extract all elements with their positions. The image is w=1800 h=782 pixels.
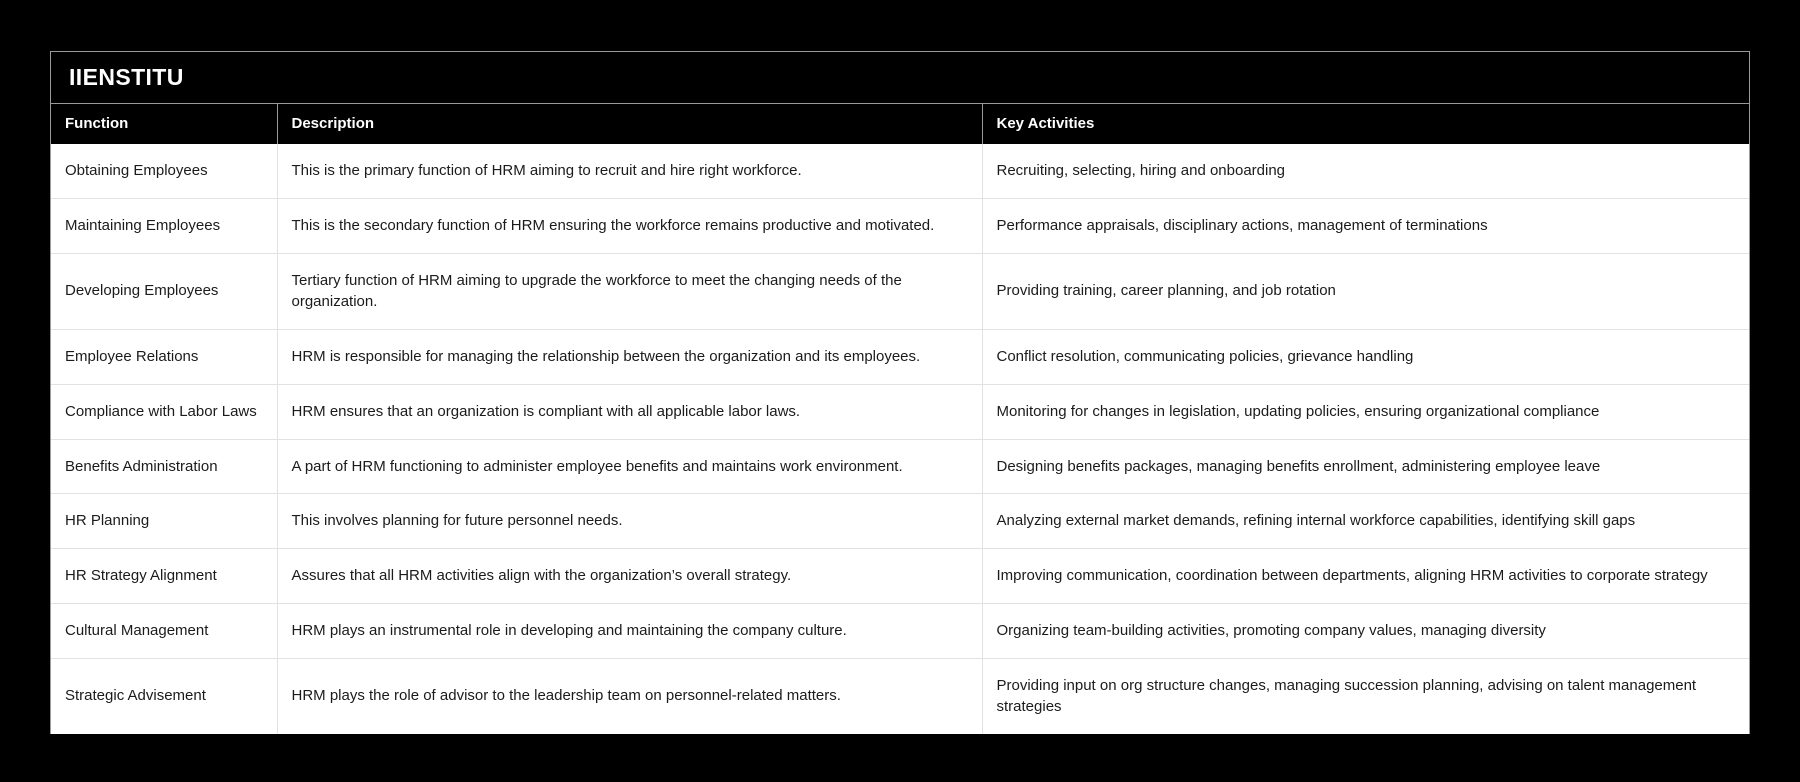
cell-function: Cultural Management (51, 603, 277, 658)
cell-function: Developing Employees (51, 253, 277, 330)
table-row (51, 198, 1749, 253)
cell-function: Compliance with Labor Laws (51, 384, 277, 439)
cell-key-activities: Providing input on org structure changes, managing succession planning, advising on talent management strategies (982, 658, 1749, 734)
table-row (51, 330, 1749, 385)
hrm-functions-table (51, 104, 1749, 734)
cell-key-activities: Improving communication, coordination between departments, aligning HRM activities to corporate strategy (982, 549, 1749, 604)
cell-description: This involves planning for future personnel needs. (277, 494, 982, 549)
table-body (51, 144, 1749, 734)
hrm-functions-table-card (50, 51, 1750, 734)
cell-function: Obtaining Employees (51, 144, 277, 198)
cell-function: HR Strategy Alignment (51, 549, 277, 604)
cell-function: Strategic Advisement (51, 658, 277, 734)
table-row (51, 384, 1749, 439)
table-row (51, 603, 1749, 658)
cell-key-activities: Organizing team-building activities, promoting company values, managing diversity (982, 603, 1749, 658)
cell-key-activities: Providing training, career planning, and job rotation (982, 253, 1749, 330)
table-row (51, 549, 1749, 604)
cell-function: Employee Relations (51, 330, 277, 385)
brand-title: IIENSTITU (69, 64, 184, 90)
table-row (51, 439, 1749, 494)
cell-description: This is the secondary function of HRM ensuring the workforce remains productive and motivated. (277, 198, 982, 253)
cell-description: This is the primary function of HRM aiming to recruit and hire right workforce. (277, 144, 982, 198)
cell-key-activities: Designing benefits packages, managing benefits enrollment, administering employee leave (982, 439, 1749, 494)
cell-function: HR Planning (51, 494, 277, 549)
column-header-key-activities: Key Activities (982, 104, 1749, 144)
cell-description: HRM plays an instrumental role in developing and maintaining the company culture. (277, 603, 982, 658)
cell-description: A part of HRM functioning to administer employee benefits and maintains work environment. (277, 439, 982, 494)
cell-description: HRM plays the role of advisor to the leadership team on personnel-related matters. (277, 658, 982, 734)
column-header-description: Description (277, 104, 982, 144)
cell-key-activities: Analyzing external market demands, refining internal workforce capabilities, identifying skill gaps (982, 494, 1749, 549)
table-row (51, 253, 1749, 330)
cell-key-activities: Recruiting, selecting, hiring and onboarding (982, 144, 1749, 198)
table-row (51, 658, 1749, 734)
cell-description: HRM ensures that an organization is compliant with all applicable labor laws. (277, 384, 982, 439)
table-header (51, 104, 1749, 144)
table-row (51, 494, 1749, 549)
table-row (51, 144, 1749, 198)
cell-function: Maintaining Employees (51, 198, 277, 253)
cell-key-activities: Conflict resolution, communicating policies, grievance handling (982, 330, 1749, 385)
cell-description: HRM is responsible for managing the relationship between the organization and its employees. (277, 330, 982, 385)
column-header-function: Function (51, 104, 277, 144)
table-header-row (51, 104, 1749, 144)
cell-description: Assures that all HRM activities align with the organization’s overall strategy. (277, 549, 982, 604)
cell-key-activities: Monitoring for changes in legislation, updating policies, ensuring organizational compliance (982, 384, 1749, 439)
card-title-bar (51, 52, 1749, 104)
cell-description: Tertiary function of HRM aiming to upgrade the workforce to meet the changing needs of the organization. (277, 253, 982, 330)
cell-function: Benefits Administration (51, 439, 277, 494)
cell-key-activities: Performance appraisals, disciplinary actions, management of terminations (982, 198, 1749, 253)
